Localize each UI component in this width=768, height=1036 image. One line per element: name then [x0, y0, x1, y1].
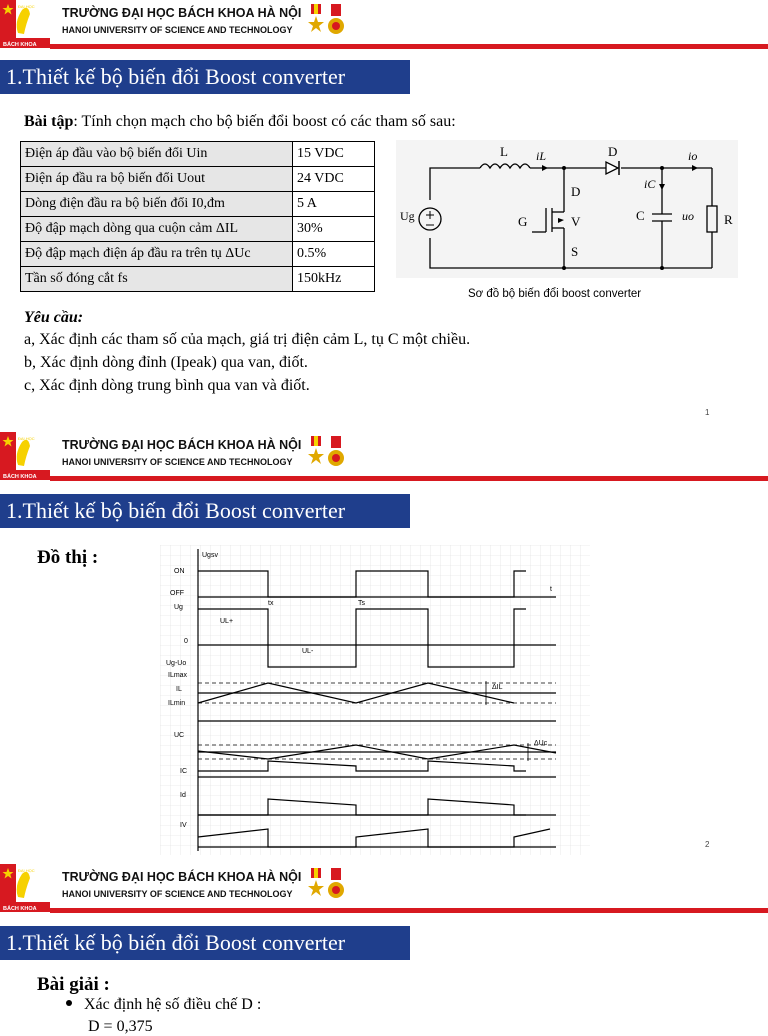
page-number: 2 — [705, 840, 710, 849]
wave-label-on: ON — [174, 568, 185, 575]
bullet-item — [66, 996, 261, 1014]
param-name: Tần số đóng cắt fs — [21, 267, 293, 292]
param-value: 150kHz — [293, 267, 375, 292]
wave-label-ul-plus: UL+ — [220, 618, 234, 625]
partial-line: D = 0,375 — [88, 1018, 153, 1035]
header-rule — [50, 44, 768, 49]
wave-label-zero: 0 — [184, 638, 188, 645]
university-name-vn: TRƯỜNG ĐẠI HỌC BÁCH KHOA HÀ NỘI — [62, 438, 302, 452]
slide-title: 1.Thiết kế bộ biến đổi Boost converter — [0, 60, 410, 94]
header — [0, 432, 768, 480]
logo-bottom-text: BÁCH KHOA — [3, 906, 37, 912]
label-R: R — [724, 212, 733, 227]
table-row — [21, 192, 375, 217]
solution-title: Bài giải : — [37, 974, 110, 995]
task-text: : Tính chọn mạch cho bộ biến đổi boost có các tham số sau: — [73, 113, 456, 130]
wave-label-uc: UC — [174, 732, 185, 739]
logo-top-text: ĐẠI HỌC — [18, 4, 35, 9]
wave-label-ug-uo: Ug-Uo — [166, 660, 187, 667]
requirements-title: Yêu cầu: — [24, 309, 84, 326]
requirement-b: b, Xác định dòng đỉnh (Ipeak) qua van, điốt. — [24, 354, 308, 371]
table-row — [21, 142, 375, 167]
table-row — [21, 267, 375, 292]
header-rule — [50, 476, 768, 481]
wave-label-ugsv: Ugsv — [202, 552, 218, 559]
medals-icon — [305, 2, 349, 42]
page-number: 1 — [705, 408, 710, 417]
bullet-text: Xác định hệ số điều chế D : — [84, 996, 262, 1013]
university-name-vn: TRƯỜNG ĐẠI HỌC BÁCH KHOA HÀ NỘI — [62, 870, 302, 884]
logo-bottom-text: BÁCH KHOA — [3, 42, 37, 48]
table-row — [21, 242, 375, 267]
label-G: G — [518, 214, 528, 229]
requirement-c: c, Xác định dòng trung bình qua van và điốt. — [24, 377, 310, 394]
wave-label-tx: tx — [268, 600, 274, 607]
graph-label: Đồ thị : — [37, 547, 99, 568]
label-ic: iC — [644, 177, 656, 191]
wave-label-ug: Ug — [174, 604, 183, 611]
param-name: Điện áp đầu ra bộ biến đổi Uout — [21, 167, 293, 192]
param-value: 5 A — [293, 192, 375, 217]
param-value: 30% — [293, 217, 375, 242]
label-L: L — [500, 144, 508, 159]
wave-label-ilmax: ILmax — [168, 672, 188, 679]
boost-circuit-diagram — [396, 140, 738, 278]
bullet-dot-icon — [66, 1000, 72, 1006]
wave-label-off: OFF — [170, 590, 184, 597]
university-name-en: HANOI UNIVERSITY OF SCIENCE AND TECHNOLOGY — [62, 25, 293, 35]
logo-bottom-text: BÁCH KHOA — [3, 474, 37, 480]
label-Ug: Ug — [400, 209, 415, 223]
label-iL: iL — [536, 149, 547, 163]
university-logo — [0, 0, 50, 48]
label-io: io — [688, 149, 698, 163]
university-logo — [0, 432, 50, 480]
medals-icon — [305, 434, 349, 474]
wave-label-ts: Ts — [358, 600, 365, 607]
param-value: 24 VDC — [293, 167, 375, 192]
label-diode: D — [608, 144, 618, 159]
wave-label-delta-uc: ΔUc — [534, 740, 548, 747]
university-name-en: HANOI UNIVERSITY OF SCIENCE AND TECHNOLOGY — [62, 889, 293, 899]
label-S: S — [571, 244, 579, 259]
university-name-vn: TRƯỜNG ĐẠI HỌC BÁCH KHOA HÀ NỘI — [62, 6, 302, 20]
slide-title: 1.Thiết kế bộ biến đổi Boost converter — [0, 926, 410, 960]
param-name: Dòng điện đầu ra bộ biến đổi I0,đm — [21, 192, 293, 217]
medals-icon — [305, 866, 349, 906]
wave-label-ul-minus: UL- — [302, 648, 314, 655]
logo-top-text: ĐẠI HỌC — [18, 868, 35, 873]
param-value: 0.5% — [293, 242, 375, 267]
wave-label-ic: IC — [180, 768, 187, 775]
slide-1 — [0, 0, 768, 432]
header — [0, 864, 768, 912]
parameter-table — [20, 141, 375, 292]
circuit-caption: Sơ đồ bộ biến đổi boost converter — [468, 288, 642, 300]
label-D: D — [571, 184, 581, 199]
label-uo: uo — [682, 209, 694, 223]
wave-label-ilmin: ILmin — [168, 700, 186, 707]
header-rule — [50, 908, 768, 913]
label-V: V — [571, 214, 581, 229]
table-row — [21, 217, 375, 242]
slide-title: 1.Thiết kế bộ biến đổi Boost converter — [0, 494, 410, 528]
table-row — [21, 167, 375, 192]
university-name-en: HANOI UNIVERSITY OF SCIENCE AND TECHNOLOGY — [62, 457, 293, 467]
requirement-a: a, Xác định các tham số của mạch, giá trị điện cảm L, tụ C một chiều. — [24, 331, 471, 348]
wave-label-t: t — [550, 586, 552, 593]
logo-top-text: ĐẠI HỌC — [18, 436, 35, 441]
wave-label-il: IL — [176, 686, 182, 693]
param-value: 15 VDC — [293, 142, 375, 167]
wave-label-delta-il: ΔIL — [492, 684, 503, 691]
boost-waveforms — [160, 545, 590, 855]
param-name: Độ đập mạch điện áp đầu ra trên tụ ΔUc — [21, 242, 293, 267]
university-logo — [0, 864, 50, 912]
label-C: C — [636, 208, 645, 223]
wave-label-iv: IV — [180, 822, 187, 829]
task-label: Bài tập — [24, 113, 74, 130]
header — [0, 0, 768, 48]
task-statement — [24, 113, 456, 131]
param-name: Điện áp đầu vào bộ biến đổi Uin — [21, 142, 293, 167]
param-name: Độ đập mạch dòng qua cuộn cảm ΔIL — [21, 217, 293, 242]
wave-label-id: Id — [180, 792, 186, 799]
